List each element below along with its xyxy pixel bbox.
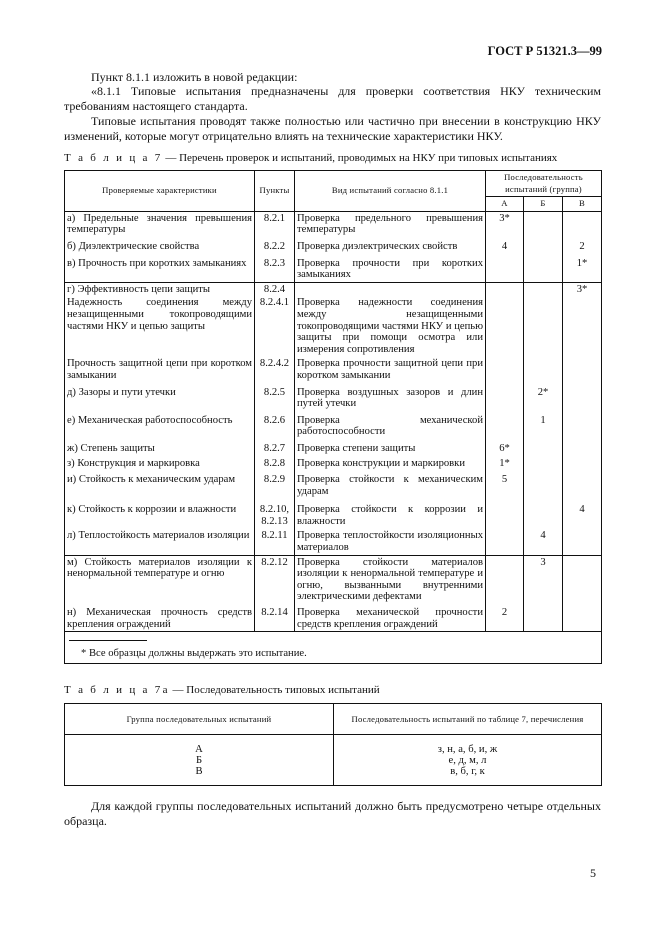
cell-test: Проверка прочности защитной цепи при коротком замыкании — [295, 356, 486, 382]
cell-group-v: 2 — [563, 237, 602, 254]
header-clause: Пункты — [255, 171, 295, 212]
table-row — [65, 455, 602, 471]
cell-group-b — [524, 439, 563, 456]
cell-group-a: 2 — [486, 604, 524, 632]
group-a: А — [195, 744, 203, 755]
cell-group-v — [563, 604, 602, 632]
cell-clause: 8.2.6 — [255, 411, 295, 439]
table-row — [65, 439, 602, 456]
cell-characteristic: б) Диэлектрические свойства — [65, 237, 255, 254]
intro-line-3: Типовые испытания проводят также полностью или частично при внесении в конструкцию НКУ изменений, которые могут отрицательно влиять на технические характеристики НКУ. — [64, 114, 601, 143]
table-row — [65, 604, 602, 632]
cell-characteristic: н) Механическая прочность средств крепления ограждений — [65, 604, 255, 632]
cell-group-b — [524, 237, 563, 254]
header-group-b: Б — [524, 197, 563, 212]
cell-group-v — [563, 383, 602, 411]
cell-group-v — [563, 528, 602, 555]
cell-group-a — [486, 254, 524, 283]
cell-characteristic: а) Предельные значения превышения температуры — [65, 211, 255, 237]
cell-group-a — [486, 528, 524, 555]
cell-characteristic: Надежность соединения между незащищенными токопроводящими частями НКУ и цепью защиты — [65, 296, 255, 356]
cell-group-v — [563, 411, 602, 439]
sequences-cell — [334, 735, 602, 786]
table-row — [65, 555, 602, 604]
group-b: Б — [195, 755, 203, 766]
table-row — [65, 356, 602, 382]
cell-clause: 8.2.10, 8.2.13 — [255, 498, 295, 528]
cell-group-v — [563, 455, 602, 471]
table-row — [65, 383, 602, 411]
cell-test: Проверка механической работоспособности — [295, 411, 486, 439]
cell-group-a: 5 — [486, 471, 524, 498]
cell-clause: 8.2.1 — [255, 211, 295, 237]
table7-footnote-area — [65, 632, 602, 664]
cell-clause: 8.2.8 — [255, 455, 295, 471]
cell-test: Проверка теплостойкости изоляционных материалов — [295, 528, 486, 555]
cell-clause: 8.2.5 — [255, 383, 295, 411]
cell-clause: 8.2.11 — [255, 528, 295, 555]
cell-characteristic: л) Теплостойкость материалов изоляции — [65, 528, 255, 555]
cell-clause: 8.2.2 — [255, 237, 295, 254]
cell-test: Проверка воздушных зазоров и длин путей утечки — [295, 383, 486, 411]
cell-group-a — [486, 383, 524, 411]
cell-clause: 8.2.12 — [255, 555, 295, 604]
header-group: Группа последовательных испытаний — [65, 704, 334, 735]
cell-test — [295, 282, 486, 296]
cell-group-b — [524, 356, 563, 382]
cell-group-b — [524, 498, 563, 528]
cell-characteristic: ж) Степень защиты — [65, 439, 255, 456]
closing-paragraph: Для каждой группы последовательных испытаний должно быть предусмотрено четыре отдельных образца. — [64, 799, 601, 828]
cell-group-v — [563, 439, 602, 456]
table-row — [65, 296, 602, 356]
cell-group-v: 1* — [563, 254, 602, 283]
header-sequence: Последовательность испытаний (группа) — [486, 171, 602, 197]
table7a-caption: Т а б л и ц а 7а — Последовательность типовых испытаний — [64, 684, 380, 696]
header-characteristic: Проверяемые характеристики — [65, 171, 255, 212]
table7-footnote: * Все образцы должны выдержать это испытание. — [81, 648, 307, 660]
cell-group-a: 6* — [486, 439, 524, 456]
cell-test: Проверка стойкости к механическим ударам — [295, 471, 486, 498]
table-row — [65, 471, 602, 498]
cell-group-a: 1* — [486, 455, 524, 471]
sequence-a: з, н, а, б, и, ж — [437, 744, 498, 755]
table-row — [65, 254, 602, 283]
cell-group-a — [486, 356, 524, 382]
cell-group-v — [563, 356, 602, 382]
cell-group-b — [524, 296, 563, 356]
cell-group-a: 3* — [486, 211, 524, 237]
cell-characteristic: з) Конструкция и маркировка — [65, 455, 255, 471]
cell-test: Проверка механической прочности средств крепления ограждений — [295, 604, 486, 632]
cell-group-b: 4 — [524, 528, 563, 555]
table-row — [65, 528, 602, 555]
cell-group-b — [524, 471, 563, 498]
cell-characteristic: г) Эффективность цепи защиты — [65, 282, 255, 296]
table-row — [65, 411, 602, 439]
page-number: 5 — [590, 866, 596, 880]
cell-group-v: 3* — [563, 282, 602, 296]
cell-group-v — [563, 296, 602, 356]
header-test: Вид испытаний согласно 8.1.1 — [295, 171, 486, 212]
cell-characteristic: м) Стойкость материалов изоляции к ненормальной температуре и огню — [65, 555, 255, 604]
cell-group-v — [563, 555, 602, 604]
cell-group-b — [524, 211, 563, 237]
cell-group-a — [486, 555, 524, 604]
groups-cell — [65, 735, 334, 786]
cell-group-b: 2* — [524, 383, 563, 411]
cell-characteristic: е) Механическая работоспособность — [65, 411, 255, 439]
cell-clause: 8.2.4 — [255, 282, 295, 296]
cell-clause: 8.2.4.1 — [255, 296, 295, 356]
header-group-v: В — [563, 197, 602, 212]
table-7a — [64, 703, 602, 786]
document-header: ГОСТ Р 51321.3—99 — [487, 44, 602, 58]
cell-group-v: 4 — [563, 498, 602, 528]
table-row — [65, 282, 602, 296]
cell-test: Проверка прочности при коротких замыканиях — [295, 254, 486, 283]
cell-group-a: 4 — [486, 237, 524, 254]
cell-group-v — [563, 211, 602, 237]
group-v: В — [195, 766, 203, 777]
cell-characteristic: д) Зазоры и пути утечки — [65, 383, 255, 411]
cell-test: Проверка стойкости материалов изоляции к ненормальной температуре и огню, вызванными внутренними электрическими дефектами — [295, 555, 486, 604]
cell-test: Проверка предельного превышения температуры — [295, 211, 486, 237]
table7-caption: Т а б л и ц а 7 — Перечень проверок и испытаний, проводимых на НКУ при типовых испытаниях — [64, 152, 558, 164]
cell-test: Проверка надежности соединения между незащищенными токопроводящими частями НКУ и цепью защиты при помощи осмотра или измерения сопротивления — [295, 296, 486, 356]
cell-clause: 8.2.7 — [255, 439, 295, 456]
cell-group-b — [524, 455, 563, 471]
header-group-a: А — [486, 197, 524, 212]
cell-group-a — [486, 282, 524, 296]
cell-characteristic: в) Прочность при коротких замыканиях — [65, 254, 255, 283]
cell-clause: 8.2.9 — [255, 471, 295, 498]
cell-test: Проверка конструкции и маркировки — [295, 455, 486, 471]
cell-characteristic: к) Стойкость к коррозии и влажности — [65, 498, 255, 528]
cell-group-v — [563, 471, 602, 498]
sequence-b: е, д, м, л — [448, 755, 487, 766]
cell-group-b: 3 — [524, 555, 563, 604]
cell-group-a — [486, 296, 524, 356]
cell-characteristic: Прочность защитной цепи при коротком замыкании — [65, 356, 255, 382]
cell-clause: 8.2.4.2 — [255, 356, 295, 382]
cell-test: Проверка диэлектрических свойств — [295, 237, 486, 254]
cell-group-a — [486, 411, 524, 439]
cell-test: Проверка стойкости к коррозии и влажности — [295, 498, 486, 528]
cell-clause: 8.2.14 — [255, 604, 295, 632]
table-row — [65, 498, 602, 528]
sequence-v: в, б, г, к — [450, 766, 485, 777]
cell-test: Проверка степени защиты — [295, 439, 486, 456]
table-row — [65, 211, 602, 237]
cell-group-b — [524, 604, 563, 632]
table-row — [65, 237, 602, 254]
intro-line-1: Пункт 8.1.1 изложить в новой редакции: — [91, 70, 298, 84]
intro-line-2: «8.1.1 Типовые испытания предназначены для проверки соответствия НКУ техническим требованиям настоящего стандарта. — [64, 84, 601, 113]
cell-group-a — [486, 498, 524, 528]
cell-group-b — [524, 254, 563, 283]
header-sequence: Последовательность испытаний по таблице 7, перечисления — [334, 704, 602, 735]
cell-group-b — [524, 282, 563, 296]
cell-characteristic: и) Стойкость к механическим ударам — [65, 471, 255, 498]
cell-clause: 8.2.3 — [255, 254, 295, 283]
table-7 — [64, 170, 602, 664]
cell-group-b: 1 — [524, 411, 563, 439]
footnote-divider — [69, 640, 147, 641]
